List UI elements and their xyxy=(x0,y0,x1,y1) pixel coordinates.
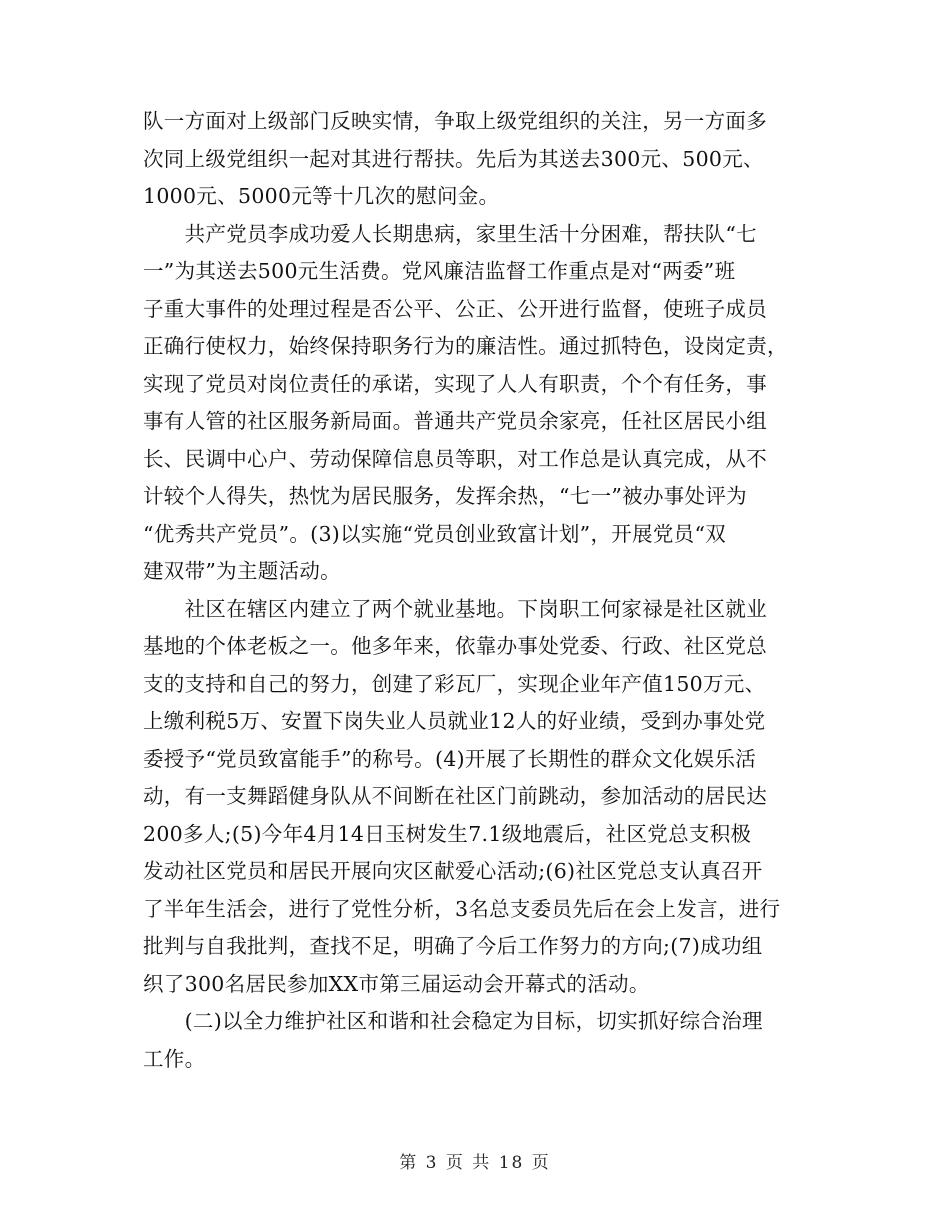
text-line: 200多人;(5)今年4月14日玉树发生7.1级地震后，社区党总支积极 xyxy=(143,821,752,846)
text-line: 支的支持和自己的努力，创建了彩瓦厂，实现企业年产值150万元、 xyxy=(143,671,766,696)
text-line: 1000元、5000元等十几次的慰问金。 xyxy=(143,184,500,208)
text-line: 社区在辖区内建立了两个就业基地。下岗职工何家禄是社区就业 xyxy=(143,596,767,621)
text-line: 共产党员李成功爱人长期患病，家里生活十分困难，帮扶队“七 xyxy=(143,221,757,246)
text-line: 织了300名居民参加XX市第三届运动会开幕式的活动。 xyxy=(143,971,650,996)
text-line: 工作。 xyxy=(143,1046,206,1071)
text-line: 批判与自我批判，查找不足，明确了今后工作努力的方向;(7)成功组 xyxy=(143,934,763,958)
text-line: 子重大事件的处理过程是否公平、公正、公开进行监督，使班子成员 xyxy=(143,296,767,321)
text-line: 基地的个体老板之一。他多年来，依靠办事处党委、行政、社区党总 xyxy=(143,634,767,658)
text-line: 发动社区党员和居民开展向灾区献爱心活动;(6)社区党总支认真召开 xyxy=(143,859,763,883)
page-number-footer: 第 3 页 共 18 页 xyxy=(399,1153,551,1173)
text-line: 上缴利税5万、安置下岗失业人员就业12人的好业绩，受到办事处党 xyxy=(143,709,766,733)
text-line: 一”为其送去500元生活费。党风廉洁监督工作重点是对“两委”班 xyxy=(143,259,736,283)
text-line: “优秀共产党员”。(3)以实施“党员创业致富计划”，开展党员“双 xyxy=(143,521,727,546)
text-line: (二)以全力维护社区和谐和社会稳定为目标，切实抓好综合治理 xyxy=(143,1009,763,1033)
text-line: 正确行使权力，始终保持职务行为的廉洁性。通过抓特色，设岗定责， xyxy=(143,334,788,358)
text-line: 事有人管的社区服务新局面。普通共产党员余家亮，任社区居民小组 xyxy=(143,409,767,433)
text-line: 建双带”为主题活动。 xyxy=(143,559,341,583)
text-line: 实现了党员对岗位责任的承诺，实现了人人有职责，个个有任务，事 xyxy=(143,371,767,396)
text-line: 动，有一支舞蹈健身队从不间断在社区门前跳动，参加活动的居民达 xyxy=(143,784,767,808)
text-line: 次同上级党组织一起对其进行帮扶。先后为其送去300元、500元、 xyxy=(143,146,764,171)
text-line: 委授予“党员致富能手”的称号。(4)开展了长期性的群众文化娱乐活 xyxy=(143,746,757,771)
text-line: 队一方面对上级部门反映实情，争取上级党组织的关注，另一方面多 xyxy=(143,109,767,133)
text-line: 计较个人得失，热忱为居民服务，发挥余热，“七一”被办事处评为 xyxy=(143,484,747,508)
text-line: 了半年生活会，进行了党性分析，3名总支委员先后在会上发言，进行 xyxy=(143,896,781,921)
text-line: 长、民调中心户、劳动保障信息员等职，对工作总是认真完成，从不 xyxy=(143,446,767,471)
body-text xyxy=(143,103,813,1078)
